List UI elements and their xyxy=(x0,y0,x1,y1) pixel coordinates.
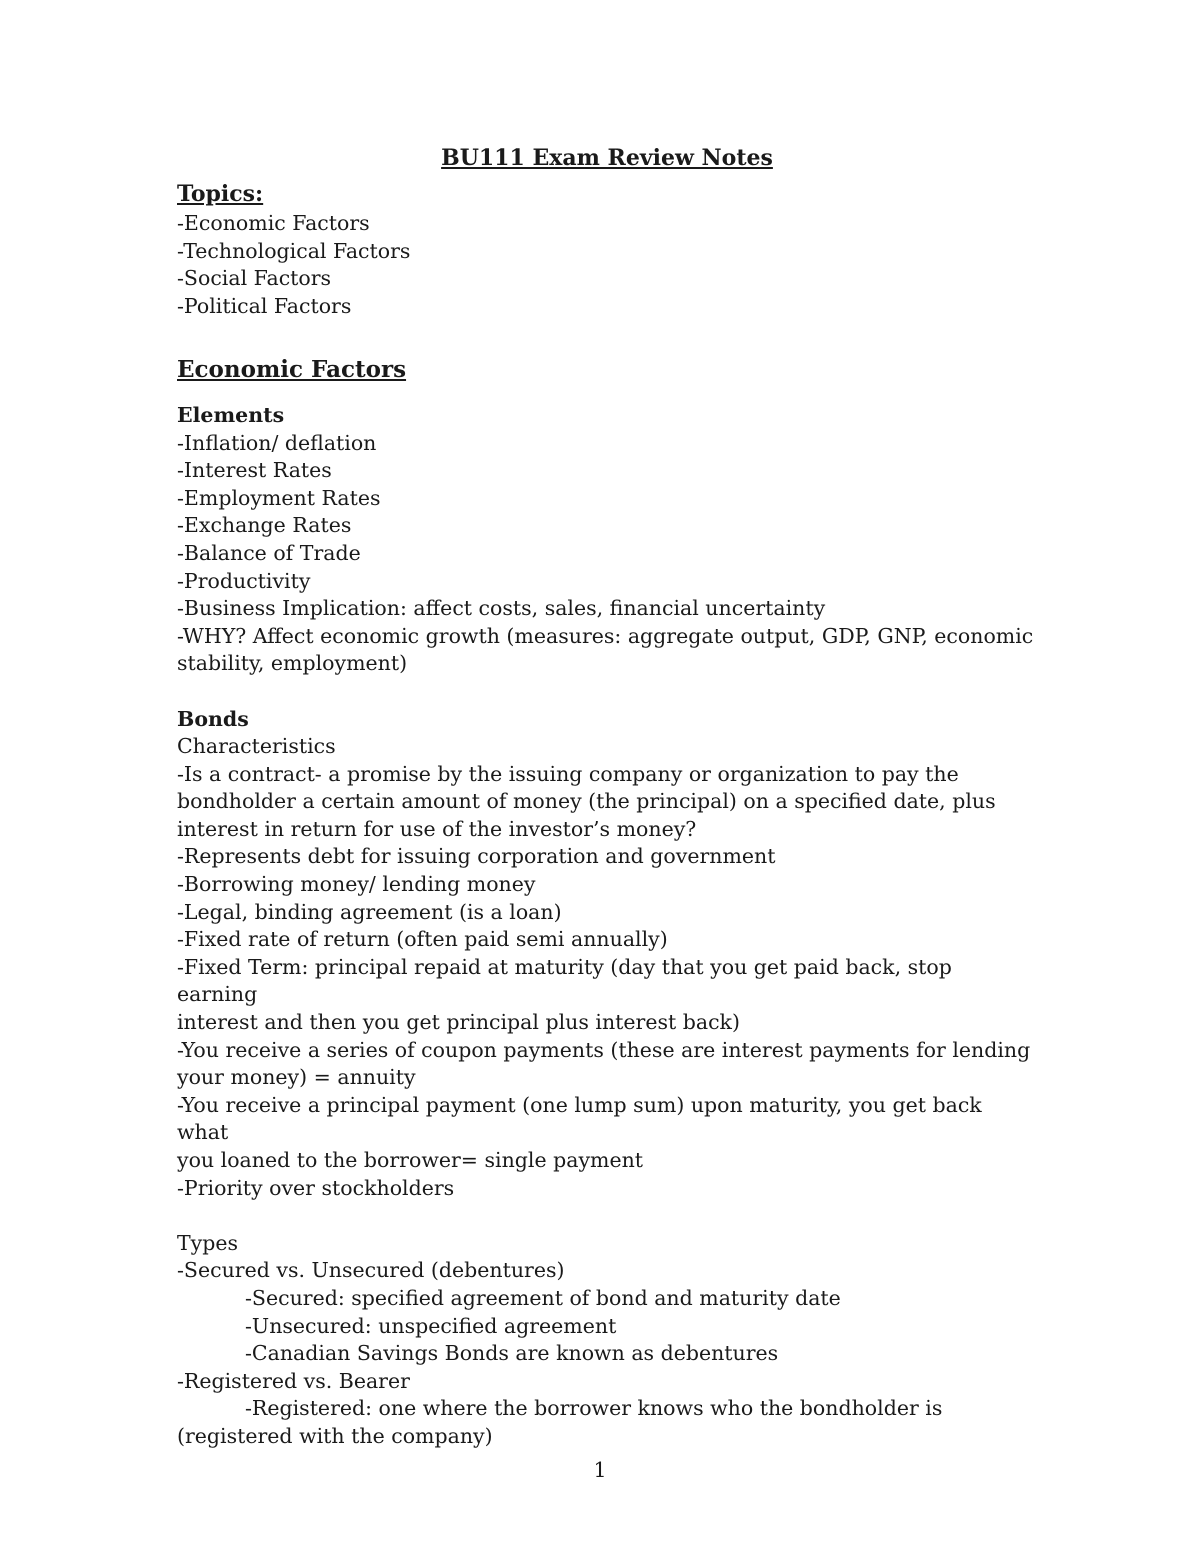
element-item: -Balance of Trade xyxy=(177,540,361,565)
characteristic-line: your money) = annuity xyxy=(177,1065,416,1090)
page-number: 1 xyxy=(593,1458,607,1482)
unsecured-detail: -Unsecured: unspecified agreement xyxy=(245,1313,617,1338)
element-item: -Employment Rates xyxy=(177,485,381,510)
characteristic-line: -Fixed Term: principal repaid at maturity (day that you get paid back, stop earning xyxy=(177,954,952,1007)
secured-detail: -Secured: specified agreement of bond and maturity date xyxy=(245,1285,841,1310)
element-item: -Interest Rates xyxy=(177,458,332,483)
characteristic-line: -You receive a series of coupon payments (these are interest payments for lending xyxy=(177,1037,1031,1062)
topics-list xyxy=(177,210,1037,320)
characteristic-line: interest and then you get principal plus interest back) xyxy=(177,1010,740,1035)
characteristic-line: -Legal, binding agreement (is a loan) xyxy=(177,899,562,924)
document-body xyxy=(177,142,1037,1451)
types-label: Types xyxy=(177,1230,239,1255)
topic-item: -Economic Factors xyxy=(177,211,370,235)
element-item: -Productivity xyxy=(177,568,311,593)
debentures-detail: -Canadian Savings Bonds are known as debentures xyxy=(245,1341,779,1366)
element-item: -Business Implication: affect costs, sales, financial uncertainty xyxy=(177,596,826,621)
characteristic-line: -Fixed rate of return (often paid semi annually) xyxy=(177,927,668,952)
characteristic-line: you loaned to the borrower= single payment xyxy=(177,1148,644,1172)
characteristic-line: bondholder a certain amount of money (the principal) on a specified date, plus xyxy=(177,789,996,814)
element-item: -WHY? Affect economic growth (measures: aggregate output, GDP, GNP, economic xyxy=(177,623,1034,648)
element-item: -Exchange Rates xyxy=(177,513,352,538)
characteristic-line: -Priority over stockholders xyxy=(177,1175,455,1200)
characteristic-line: interest in return for use of the investor’s money? xyxy=(177,816,697,841)
elements-heading: Elements xyxy=(177,402,285,427)
characteristics-label: Characteristics xyxy=(177,734,336,759)
types-list xyxy=(177,1257,1037,1450)
characteristic-line: -You receive a principal payment (one lump sum) upon maturity, you get back what xyxy=(177,1092,982,1145)
registered-vs-bearer: -Registered vs. Bearer xyxy=(177,1368,410,1393)
spacer xyxy=(177,1202,1037,1230)
characteristic-line: -Represents debt for issuing corporation and government xyxy=(177,844,776,869)
element-item: stability, employment) xyxy=(177,651,408,676)
element-item: -Inflation/ deflation xyxy=(177,430,377,455)
topics-heading: Topics: xyxy=(177,181,264,207)
elements-list xyxy=(177,430,1037,678)
economic-factors-heading: Economic Factors xyxy=(177,355,407,383)
topic-item: -Social Factors xyxy=(177,266,332,291)
registered-detail-cont: (registered with the company) xyxy=(177,1423,493,1448)
spacer xyxy=(177,678,1037,706)
topic-item: -Technological Factors xyxy=(177,238,411,263)
characteristic-line: -Is a contract- a promise by the issuing company or organization to pay the xyxy=(177,761,959,786)
characteristics-list xyxy=(177,761,1037,1203)
topic-item: -Political Factors xyxy=(177,293,352,318)
characteristic-line: -Borrowing money/ lending money xyxy=(177,872,536,897)
bonds-heading: Bonds xyxy=(177,706,249,731)
secured-vs-unsecured: -Secured vs. Unsecured (debentures) xyxy=(177,1258,565,1283)
spacer xyxy=(177,320,1037,348)
registered-detail: -Registered: one where the borrower knows who the bondholder is xyxy=(245,1396,943,1421)
document-title: BU111 Exam Review Notes xyxy=(441,145,773,171)
